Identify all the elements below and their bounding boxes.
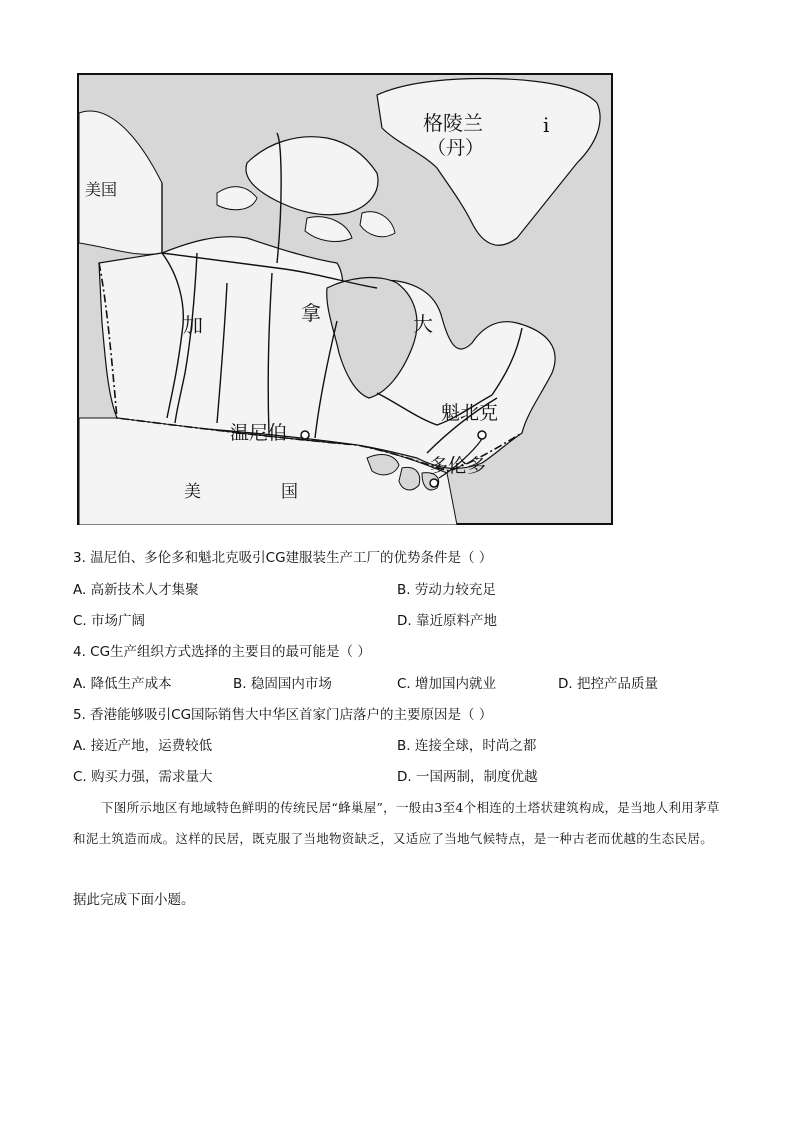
question-3-option-a[interactable]: A. 高新技术人才集聚 [73, 582, 199, 598]
question-4-option-d[interactable]: D. 把控产品质量 [558, 676, 658, 692]
winnipeg-label: 温尼伯 [230, 422, 288, 444]
canada-char-da: 大 [413, 312, 433, 336]
usa-north-label: 美国 [85, 180, 118, 199]
question-3-option-b[interactable]: B. 劳动力较充足 [397, 582, 496, 598]
question-5-option-c[interactable]: C. 购买力强，需求量大 [73, 769, 213, 785]
question-4-option-b[interactable]: B. 稳固国内市场 [233, 676, 332, 692]
question-5-stem: 5. 香港能够吸引CG国际销售大中华区首家门店落户的主要原因是（ ） [73, 707, 493, 723]
canada-char-na: 拿 [301, 301, 321, 325]
question-4-option-a[interactable]: A. 降低生产成本 [73, 676, 172, 692]
quebec-label: 魁北克 [441, 402, 499, 424]
question-3-option-d[interactable]: D. 靠近原料产地 [397, 613, 497, 629]
question-4-option-c[interactable]: C. 增加国内就业 [397, 676, 497, 692]
question-4-stem: 4. CG生产组织方式选择的主要目的最可能是（ ） [73, 644, 371, 660]
canada-map [77, 73, 613, 525]
question-5-option-d[interactable]: D. 一国两制，制度优越 [397, 769, 538, 785]
toronto-label: 多伦多 [429, 455, 487, 477]
usa-char-guo: 国 [281, 482, 298, 502]
instruction-text: 据此完成下面小题。 [73, 892, 195, 908]
question-5-option-b[interactable]: B. 连接全球，时尚之都 [397, 738, 537, 754]
greenland-marker-label: i [543, 113, 550, 137]
map-drawing [77, 73, 613, 525]
quebec-marker [478, 431, 486, 439]
question-5-option-a[interactable]: A. 接近产地，运费较低 [73, 738, 213, 754]
usa-char-mei: 美 [184, 482, 201, 502]
greenland-note-label: （丹） [427, 137, 485, 159]
canada-char-jia: 加 [183, 313, 203, 337]
passage-paragraph: 下图所示地区有地域特色鲜明的传统民居“蜂巢屋”，一般由3至4个相连的土塔状建筑构成，是当地人利用茅草和泥土筑造而成。这样的民居，既克服了当地物资缺乏，又适应了当地气候特点，是一种古老而优越的生态民居。 [73, 800, 720, 846]
question-3-stem: 3. 温尼伯、多伦多和魁北克吸引CG建服装生产工厂的优势条件是（ ） [73, 550, 493, 566]
toronto-marker [430, 479, 438, 487]
greenland-label: 格陵兰 [423, 111, 483, 135]
question-3-option-c[interactable]: C. 市场广阔 [73, 613, 146, 629]
winnipeg-marker [301, 431, 309, 439]
